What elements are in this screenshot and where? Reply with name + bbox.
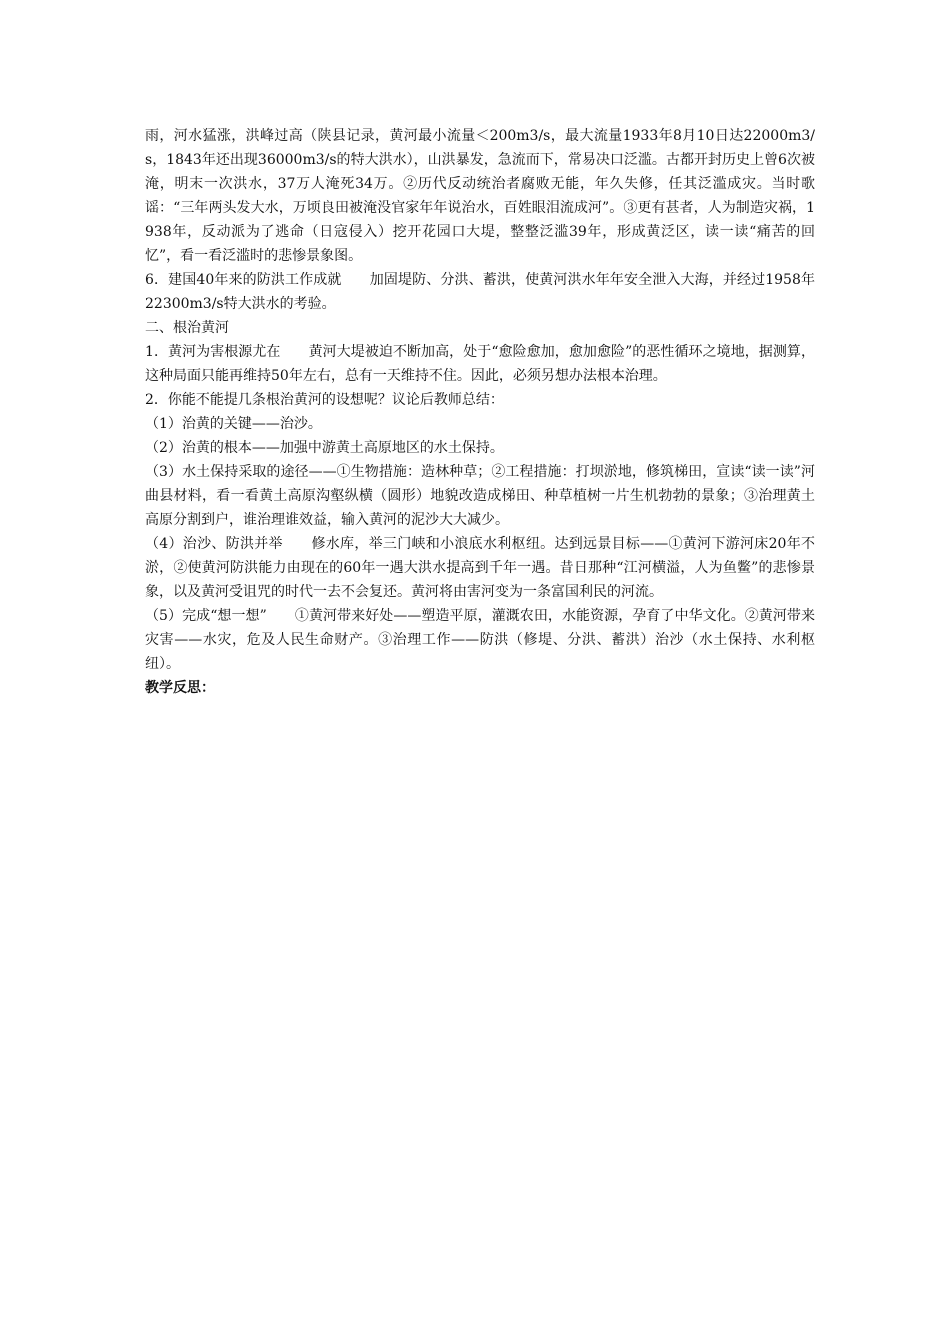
list-item-methods: （3）水土保持采取的途径——①生物措施：造林种草；②工程措施：打坝淤地，修筑梯田，宣读“读一读”河曲县材料，看一看黄土高原沟壑纵横（圆形）地貌改造成梯田、种草植树一片生机勃勃的景象；③治理黄土高原分割到户，谁治理谁效益，输入黄河的泥沙大大减少。 (145, 464, 815, 528)
paragraph-flood-causes: 雨，河水猛涨，洪峰过高（陕县记录，黄河最小流量＜200m3/s，最大流量1933年8月10日达22000m3/s，1843年还出现36000m3/s的特大洪水），山洪暴发，急流而下，常易决口泛滥。古都开封历史上曾6次被淹，明末一次洪水，37万人淹死34万。②历代反动统治者腐败无能，年久失修，任其泛滥成灾。当时歌谣：“三年两头发大水，万顷良田被淹没官家年年说治水，百姓眼泪流成河”。③更有甚者，人为制造灾祸，1938年，反动派为了逃命（日寇侵入）挖开花园口大堤，整整泛滥39年，形成黄泛区，读一读“痛苦的回忆”，看一看泛滥时的悲惨景象图。 (145, 128, 815, 264)
paragraph-ideas-prompt: 2．你能不能提几条根治黄河的设想呢？议论后教师总结： (145, 392, 504, 408)
teaching-reflection-heading: 教学反思： (145, 680, 215, 696)
list-item-key: （1）治黄的关键——治沙。 (145, 416, 322, 432)
list-item-sand-flood: （4）治沙、防洪并举 修水库，举三门峡和小浪底水利枢纽。达到远景目标——①黄河下游河床20年不淤，②使黄河防洪能力由现在的60年一遇大洪水提高到千年一遇。昔日那种“江河横溢，人为鱼鳖”的悲惨景象，以及黄河受诅咒的时代一去不会复还。黄河将由害河变为一条富国利民的河流。 (145, 536, 815, 600)
list-item-think: （5）完成“想一想” ①黄河带来好处——塑造平原，灌溉农田，水能资源，孕育了中华文化。②黄河带来灾害——水灾，危及人民生命财产。③治理工作——防洪（修堤、分洪、蓄洪）治沙（水土保持、水利枢纽）。 (145, 608, 815, 672)
list-item-root: （2）治黄的根本——加强中游黄土高原地区的水土保持。 (145, 440, 504, 456)
paragraph-root-cause: 1．黄河为害根源尤在 黄河大堤被迫不断加高，处于“愈险愈加，愈加愈险”的恶性循环之境地，据测算，这种局面只能再维持50年左右，总有一天维持不住。因此，必须另想办法根本治理。 (145, 344, 815, 384)
paragraph-flood-achievements: 6．建国40年来的防洪工作成就 加固堤防、分洪、蓄洪，使黄河洪水年年安全泄入大海，并经过1958年22300m3/s特大洪水的考验。 (145, 272, 815, 312)
document-body (145, 124, 815, 700)
section-heading-harness-river: 二、根治黄河 (145, 320, 229, 336)
